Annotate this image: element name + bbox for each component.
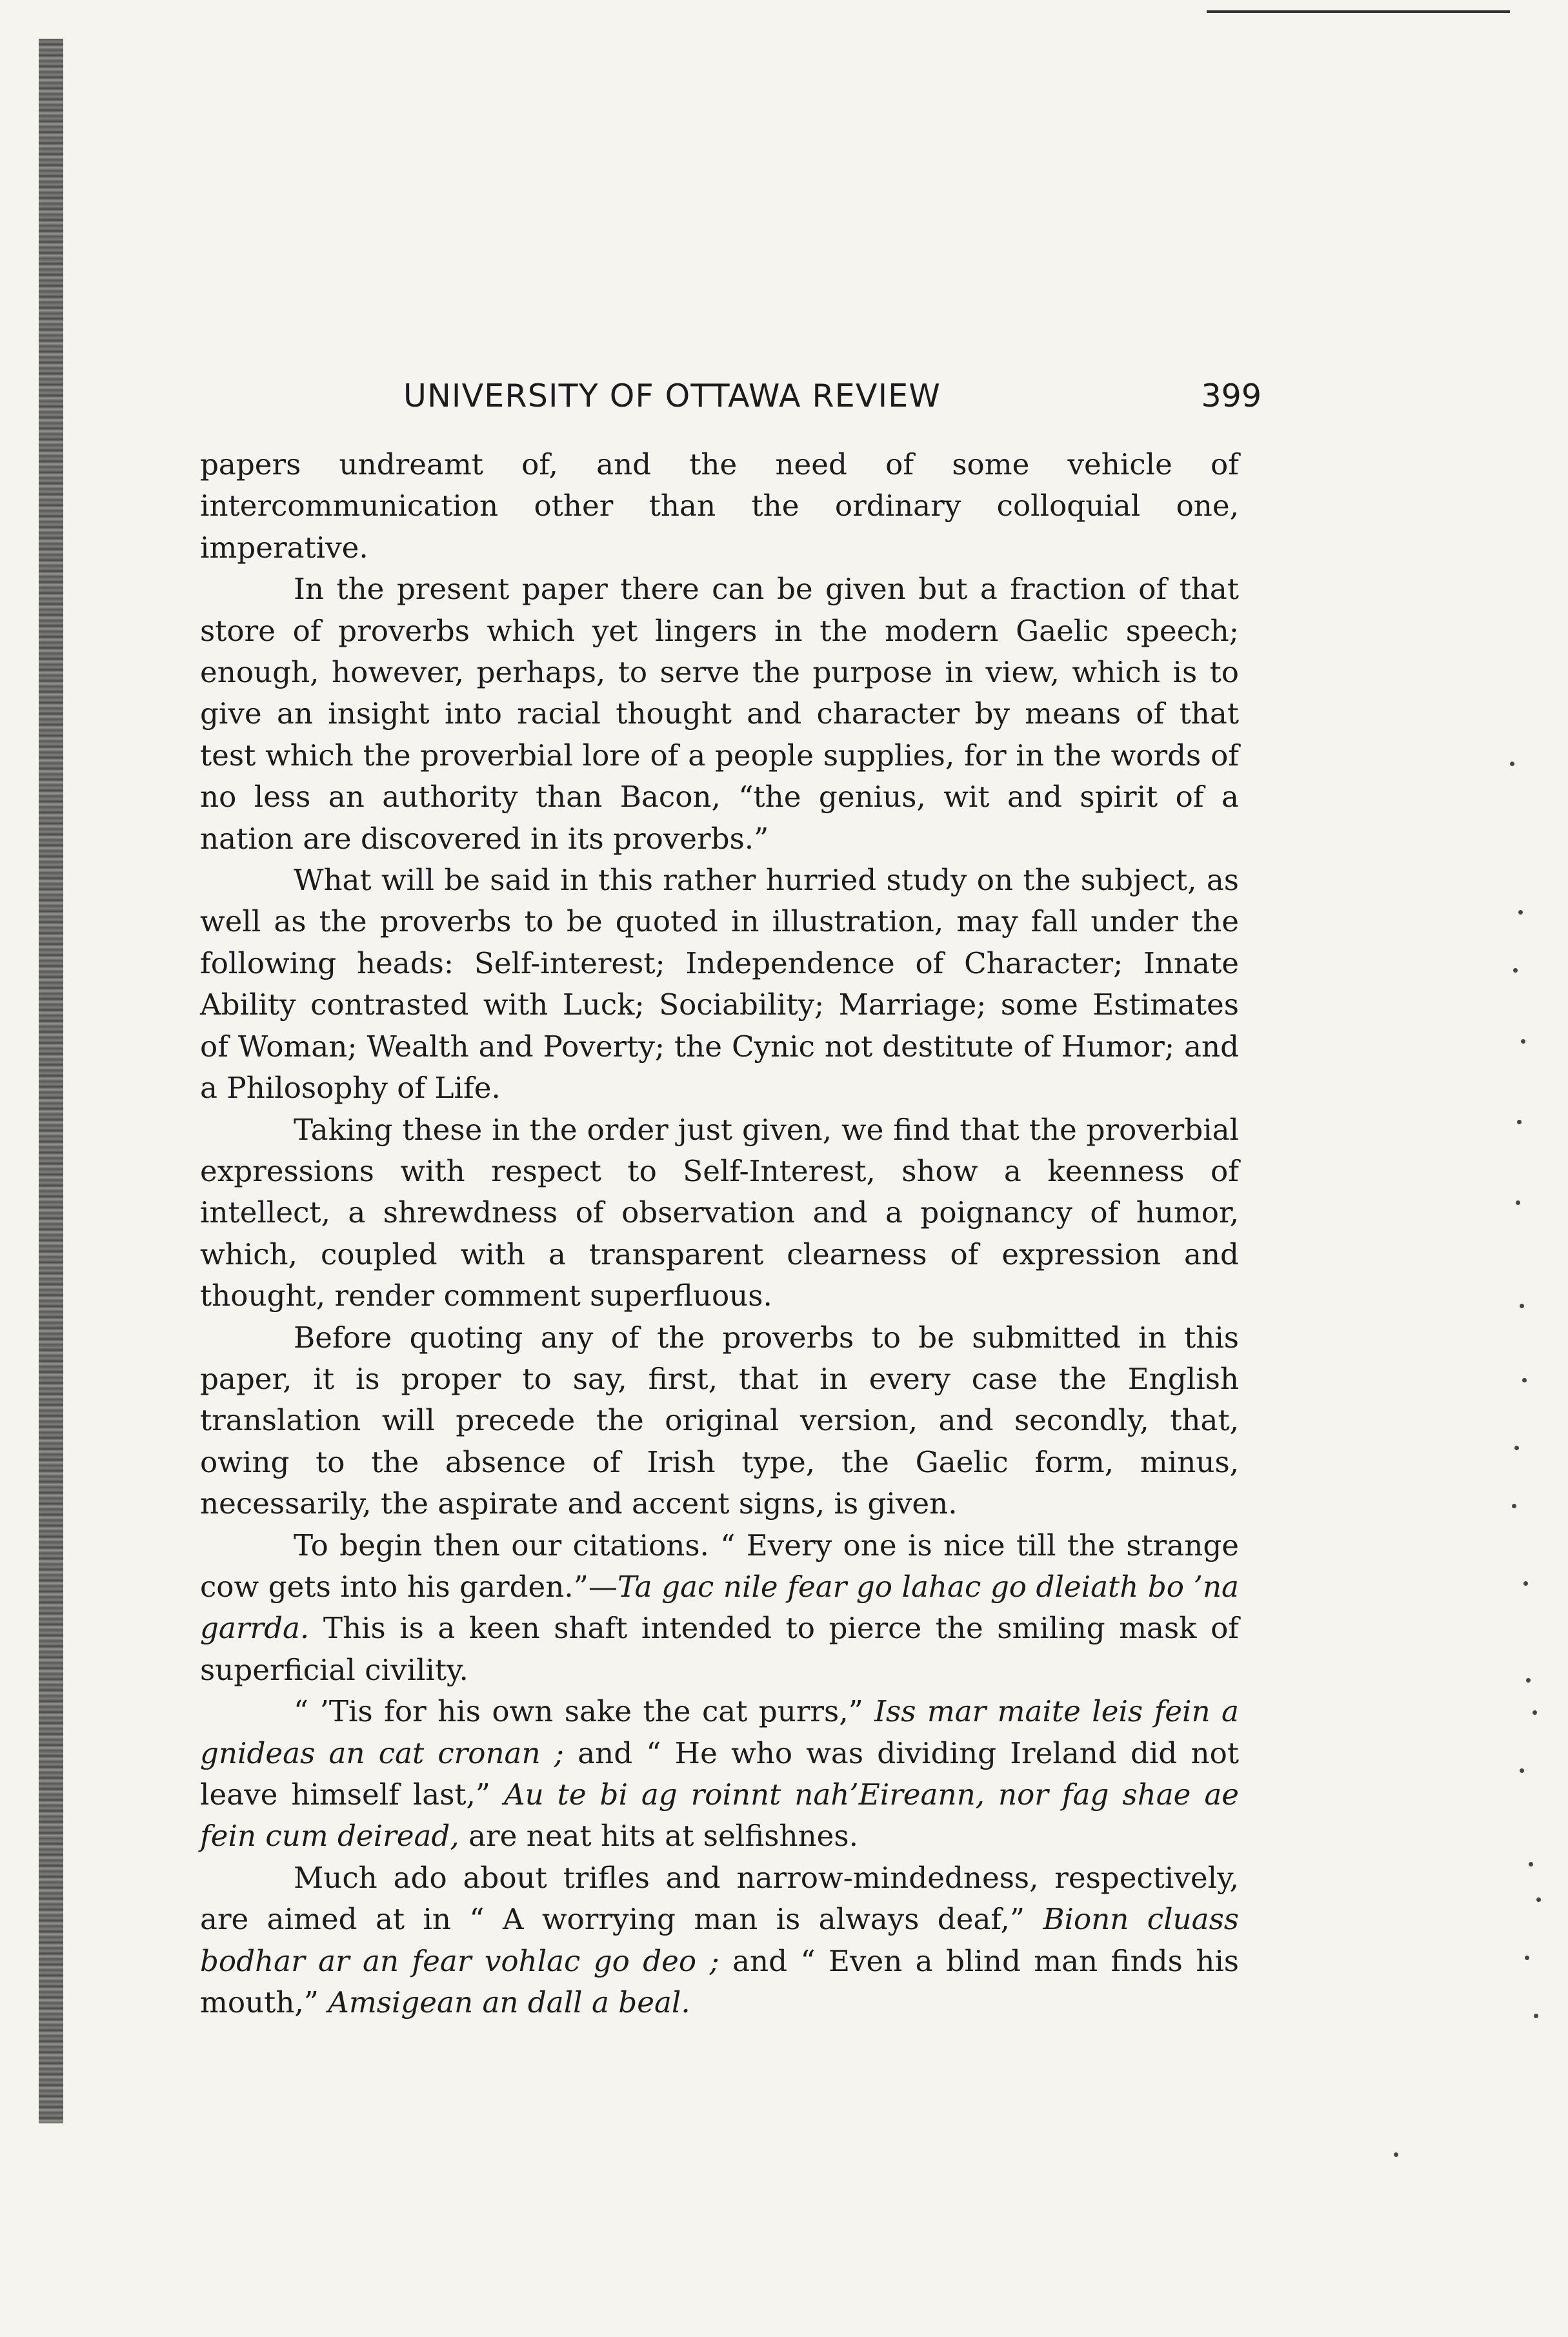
paragraph-2: In the present paper there can be given but a fraction of that store of proverbs which yet lingers in the modern Gaelic speech; enough, however, perhaps, to serve the purpose in view, which is to give an insight into racial thought and character by means of that test which the proverbial lore of a people supplies, for in the words of no less an authority than Bacon, “the genius, wit and spirit of a nation are discovered in its proverbs.” [200,572,1239,856]
paragraph-8 [200,1857,1239,2024]
paragraph-1: papers undreamt of, and the need of some vehicle of intercommunication other than the ordinary colloquial one, imperative. [200,447,1239,565]
paragraph-7 [200,1691,1239,1857]
english-text: and “ He who was dividing Ireland did not leave himself last,” [200,1735,1239,1812]
english-text: are neat hits at selfishnes. [459,1819,858,1854]
top-rule [1207,10,1510,13]
bottom-speck [1394,2152,1398,2157]
body-text [200,444,1239,2023]
gaelic-proverb: Au te bi ag roinnt nah’Eireann, nor fag shae ae fein cum deiread, [200,1777,1240,1854]
book-binding-edge [39,39,63,2123]
english-text: and “ Even a blind man finds his mouth,” [200,1943,1240,2020]
english-text: This is a keen shaft intended to pierce the smiling mask of superficial civility. [200,1611,1239,1687]
page-header [390,378,1261,429]
gaelic-proverb: Iss mar maite leis fein a gnideas an cat cronan ; [200,1694,1239,1770]
margin-specks [1500,762,1552,2020]
paragraph-3: What will be said in this rather hurried study on the subject, as well as the proverbs to be quoted in illustration, may fall under the following heads: Self-interest; Independence of Character; Innate Ability contrasted with Luck; Sociability; Marriage; some Estimates of Woman; Wealth and Poverty; the Cynic not destitute of Humor; and a Philosophy of Life. [200,863,1239,1106]
english-text: Much ado about trifles and narrow-mindedness, respectively, are aimed at in “ A worrying man is always deaf,” [200,1860,1239,1937]
paragraph-4: Taking these in the order just given, we find that the proverbial expressions with respect to Self-Interest, show a keenness of intellect, a shrewdness of observation and a poignancy of humor, which, coupled with a transparent clearness of expression and thought, render comment superfluous. [200,1112,1239,1313]
english-text: “ ’Tis for his own sake the cat purrs,” [294,1694,875,1729]
page-number: 399 [1201,378,1261,414]
gaelic-proverb: Bionn cluass bodhar ar an fear vohlac go deo ; [200,1902,1239,1978]
paragraph-5: Before quoting any of the proverbs to be submitted in this paper, it is proper to say, first, that in every case the English translation will precede the original version, and secondly, that, owing to the absence of Irish type, the Gaelic form, minus, necessarily, the aspirate and accent signs, is given. [200,1320,1239,1521]
paragraph-6 [200,1525,1239,1692]
english-text: To begin then our citations. “ Every one is nice till the strange cow gets into his garden.”— [200,1528,1239,1604]
gaelic-proverb: Ta gac nile fear go lahac go dleiath bo ’na garrda. [200,1569,1239,1646]
gaelic-proverb: Amsigean an dall a beal. [328,1985,690,2020]
running-head: UNIVERSITY OF OTTAWA REVIEW [403,378,941,414]
